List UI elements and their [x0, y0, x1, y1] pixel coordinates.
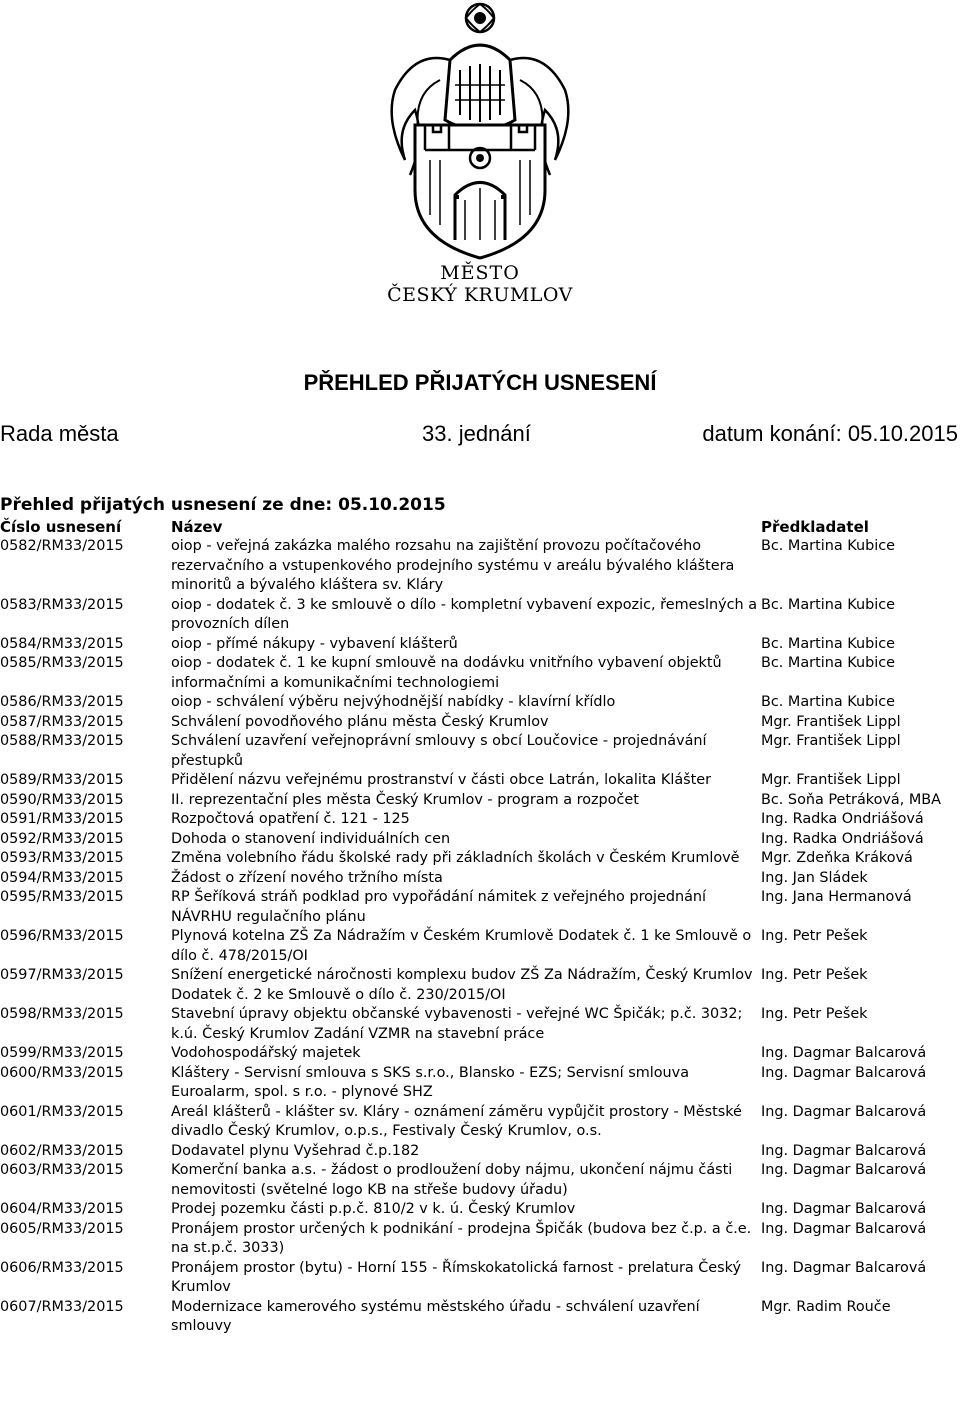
resolution-submitter: Mgr. František Lippl — [761, 733, 901, 749]
resolution-submitter: Mgr. Radim Rouče — [761, 1298, 891, 1315]
table-row — [0, 635, 960, 655]
city-coat-of-arms-logo — [355, 0, 605, 262]
resolution-number: 0606/RM33/2015 — [0, 1259, 124, 1276]
resolution-number: 0588/RM33/2015 — [0, 733, 124, 749]
council-body: Rada města — [0, 421, 119, 446]
resolution-submitter: Ing. Radka Ondriášová — [761, 811, 924, 827]
resolution-title: Pronájem prostor (bytu) - Horní 155 - Římskokatolická farnost - prelatura Český Krumlov — [171, 1259, 741, 1295]
resolution-title: oiop - dodatek č. 3 ke smlouvě o dílo - kompletní vybavení expozic, řemeslných a provozních dílen — [171, 596, 758, 632]
resolution-submitter: Ing. Dagmar Balcarová — [761, 1045, 927, 1061]
table-row — [0, 1161, 960, 1200]
resolution-submitter: Mgr. František Lippl — [761, 713, 901, 730]
column-header-number: Číslo usnesení — [0, 518, 122, 536]
resolution-submitter: Ing. Jana Hermanová — [761, 889, 912, 905]
resolution-number: 0605/RM33/2015 — [0, 1220, 124, 1237]
table-row — [0, 810, 960, 830]
session-number: 33. jednání — [422, 421, 531, 446]
resolution-number: 0594/RM33/2015 — [0, 869, 124, 886]
resolution-submitter: Ing. Dagmar Balcarová — [761, 1162, 927, 1178]
resolution-title: oiop - přímé nákupy - vybavení klášterů — [171, 635, 458, 652]
resolution-title: Pronájem prostor určených k podnikání - prodejna Špičák (budova bez č.p. a č.e. na st.p.č. 3033) — [171, 1220, 752, 1256]
resolution-submitter: Mgr. Zdeňka Kráková — [761, 850, 913, 866]
table-row — [0, 596, 960, 635]
table-row — [0, 1103, 960, 1142]
table-row — [0, 966, 960, 1005]
resolution-submitter: Ing. Jan Sládek — [761, 869, 868, 886]
table-row — [0, 654, 960, 693]
resolution-title: Žádost o zřízení nového tržního místa — [171, 869, 443, 886]
table-row — [0, 1298, 960, 1337]
resolution-number: 0582/RM33/2015 — [0, 538, 124, 554]
table-row — [0, 1005, 960, 1044]
resolution-number: 0589/RM33/2015 — [0, 772, 124, 788]
overview-heading: Přehled přijatých usnesení ze dne: 05.10.2015 — [0, 495, 446, 515]
resolution-title: Stavební úpravy objektu občanské vybavenosti - veřejné WC Špičák; p.č. 3032; k.ú. Český Krumlov Zadání VZMR na stavební práce — [171, 1006, 743, 1042]
resolution-number: 0596/RM33/2015 — [0, 928, 124, 944]
resolution-submitter: Ing. Dagmar Balcarová — [761, 1220, 927, 1237]
table-row — [0, 888, 960, 927]
resolution-number: 0603/RM33/2015 — [0, 1162, 124, 1178]
resolution-number: 0595/RM33/2015 — [0, 889, 124, 905]
meeting-info — [0, 421, 960, 449]
table-row — [0, 1044, 960, 1064]
table-header-row — [0, 517, 960, 537]
column-header-submitter: Předkladatel — [761, 518, 869, 536]
resolution-number: 0593/RM33/2015 — [0, 850, 124, 866]
resolution-submitter: Bc. Martina Kubice — [761, 538, 895, 554]
resolution-number: 0598/RM33/2015 — [0, 1006, 124, 1022]
table-row — [0, 693, 960, 713]
resolution-submitter: Ing. Dagmar Balcarová — [761, 1259, 927, 1276]
resolution-submitter: Ing. Dagmar Balcarová — [761, 1064, 927, 1081]
resolution-title: oiop - veřejná zakázka malého rozsahu na zajištění provozu počítačového rezervačního a vstupenkového prodejního systému v areálu bývalého kláštera minoritů a bývalého kláštera sv. Kláry — [171, 538, 735, 593]
resolution-submitter: Ing. Petr Pešek — [761, 967, 868, 983]
resolution-title: Dohoda o stanovení individuálních cen — [171, 830, 451, 847]
resolution-submitter: Bc. Soňa Petráková, MBA — [761, 791, 942, 808]
resolution-submitter: Bc. Martina Kubice — [761, 694, 895, 710]
resolution-title: Změna volebního řádu školské rady při základních školách v Českém Krumlově — [171, 850, 740, 866]
resolution-number: 0600/RM33/2015 — [0, 1064, 124, 1081]
resolution-title: Komerční banka a.s. - žádost o prodloužení doby nájmu, ukončení nájmu části nemovitosti (světelné logo KB na střeše budovy úřadu) — [171, 1162, 733, 1198]
table-row — [0, 771, 960, 791]
resolution-number: 0597/RM33/2015 — [0, 967, 124, 983]
resolution-title: Přidělení názvu veřejnému prostranství v části obce Latrán, lokalita Klášter — [171, 772, 712, 788]
table-row — [0, 713, 960, 733]
resolution-submitter: Bc. Martina Kubice — [761, 655, 895, 671]
resolution-number: 0584/RM33/2015 — [0, 635, 124, 652]
resolution-submitter: Ing. Dagmar Balcarová — [761, 1201, 927, 1217]
resolution-number: 0583/RM33/2015 — [0, 596, 124, 613]
table-row — [0, 1064, 960, 1103]
resolution-title: Rozpočtová opatření č. 121 - 125 — [171, 811, 410, 827]
resolution-number: 0592/RM33/2015 — [0, 830, 124, 847]
resolution-title: Prodej pozemku části p.p.č. 810/2 v k. ú. Český Krumlov — [171, 1201, 576, 1217]
table-row — [0, 537, 960, 596]
resolution-submitter: Ing. Petr Pešek — [761, 1006, 868, 1022]
resolution-number: 0601/RM33/2015 — [0, 1103, 124, 1120]
meeting-date: datum konání: 05.10.2015 — [702, 421, 958, 446]
resolution-submitter: Bc. Martina Kubice — [761, 635, 895, 652]
resolution-number: 0599/RM33/2015 — [0, 1045, 124, 1061]
table-row — [0, 927, 960, 966]
resolution-title: Kláštery - Servisní smlouva s SKS s.r.o., Blansko - EZS; Servisní smlouva Euroalarm, spol. s r.o. - plynové SHZ — [171, 1064, 690, 1100]
resolution-title: Schválení povodňového plánu města Český Krumlov — [171, 713, 549, 730]
resolution-title: RP Šeříková stráň podklad pro vypořádání námitek z veřejného projednání NÁVRHU regulačního plánu — [171, 889, 707, 925]
table-row — [0, 1220, 960, 1259]
resolution-title: Schválení uzavření veřejnoprávní smlouvy s obcí Loučovice - projednávání přestupků — [171, 733, 707, 769]
resolution-number: 0586/RM33/2015 — [0, 694, 124, 710]
table-row — [0, 849, 960, 869]
document-title: PŘEHLED PŘIJATÝCH USNESENÍ — [303, 370, 657, 395]
resolution-title: oiop - dodatek č. 1 ke kupní smlouvě na dodávku vnitřního vybavení objektů informačními a komunikačními technologiemi — [171, 655, 722, 691]
resolution-number: 0585/RM33/2015 — [0, 655, 124, 671]
resolution-submitter: Mgr. František Lippl — [761, 772, 901, 788]
table-row — [0, 791, 960, 811]
resolution-title: Snížení energetické náročnosti komplexu budov ZŠ Za Nádražím, Český Krumlov Dodatek č. 2 ke Smlouvě o dílo č. 230/2015/OI — [171, 967, 753, 1003]
resolution-number: 0590/RM33/2015 — [0, 791, 124, 808]
table-row — [0, 1142, 960, 1162]
resolution-number: 0602/RM33/2015 — [0, 1142, 124, 1159]
table-row — [0, 1200, 960, 1220]
resolution-submitter: Ing. Dagmar Balcarová — [761, 1142, 927, 1159]
resolution-title: II. reprezentační ples města Český Krumlov - program a rozpočet — [171, 791, 639, 808]
table-row — [0, 1259, 960, 1298]
resolution-title: Modernizace kamerového systému městského úřadu - schválení uzavření smlouvy — [171, 1298, 700, 1334]
resolution-title: oiop - schválení výběru nejvýhodnější nabídky - klavírní křídlo — [171, 694, 616, 710]
resolution-number: 0587/RM33/2015 — [0, 713, 124, 730]
city-name-line1: MĚSTO — [440, 262, 520, 284]
resolution-submitter: Ing. Dagmar Balcarová — [761, 1103, 927, 1120]
resolution-number: 0604/RM33/2015 — [0, 1201, 124, 1217]
table-row — [0, 830, 960, 850]
resolution-title: Dodavatel plynu Vyšehrad č.p.182 — [171, 1142, 420, 1159]
resolution-title: Plynová kotelna ZŠ Za Nádražím v Českém Krumlově Dodatek č. 1 ke Smlouvě o dílo č. 478/2015/OI — [171, 928, 752, 964]
resolution-title: Areál klášterů - klášter sv. Kláry - oznámení záměru vypůjčit prostory - Městské divadlo Český Krumlov, o.p.s., Festivaly Český Krumlov, o.s. — [171, 1103, 742, 1139]
column-header-name: Název — [171, 518, 223, 536]
resolution-number: 0591/RM33/2015 — [0, 811, 124, 827]
resolution-submitter: Ing. Petr Pešek — [761, 928, 868, 944]
city-name-line2: ČESKÝ KRUMLOV — [387, 284, 573, 306]
resolution-title: Vodohospodářský majetek — [171, 1045, 361, 1061]
resolution-submitter: Ing. Radka Ondriášová — [761, 830, 924, 847]
resolutions-table — [0, 517, 960, 1337]
table-row — [0, 732, 960, 771]
resolution-number: 0607/RM33/2015 — [0, 1298, 124, 1315]
resolution-submitter: Bc. Martina Kubice — [761, 596, 895, 613]
table-row — [0, 869, 960, 889]
city-name — [380, 262, 580, 306]
